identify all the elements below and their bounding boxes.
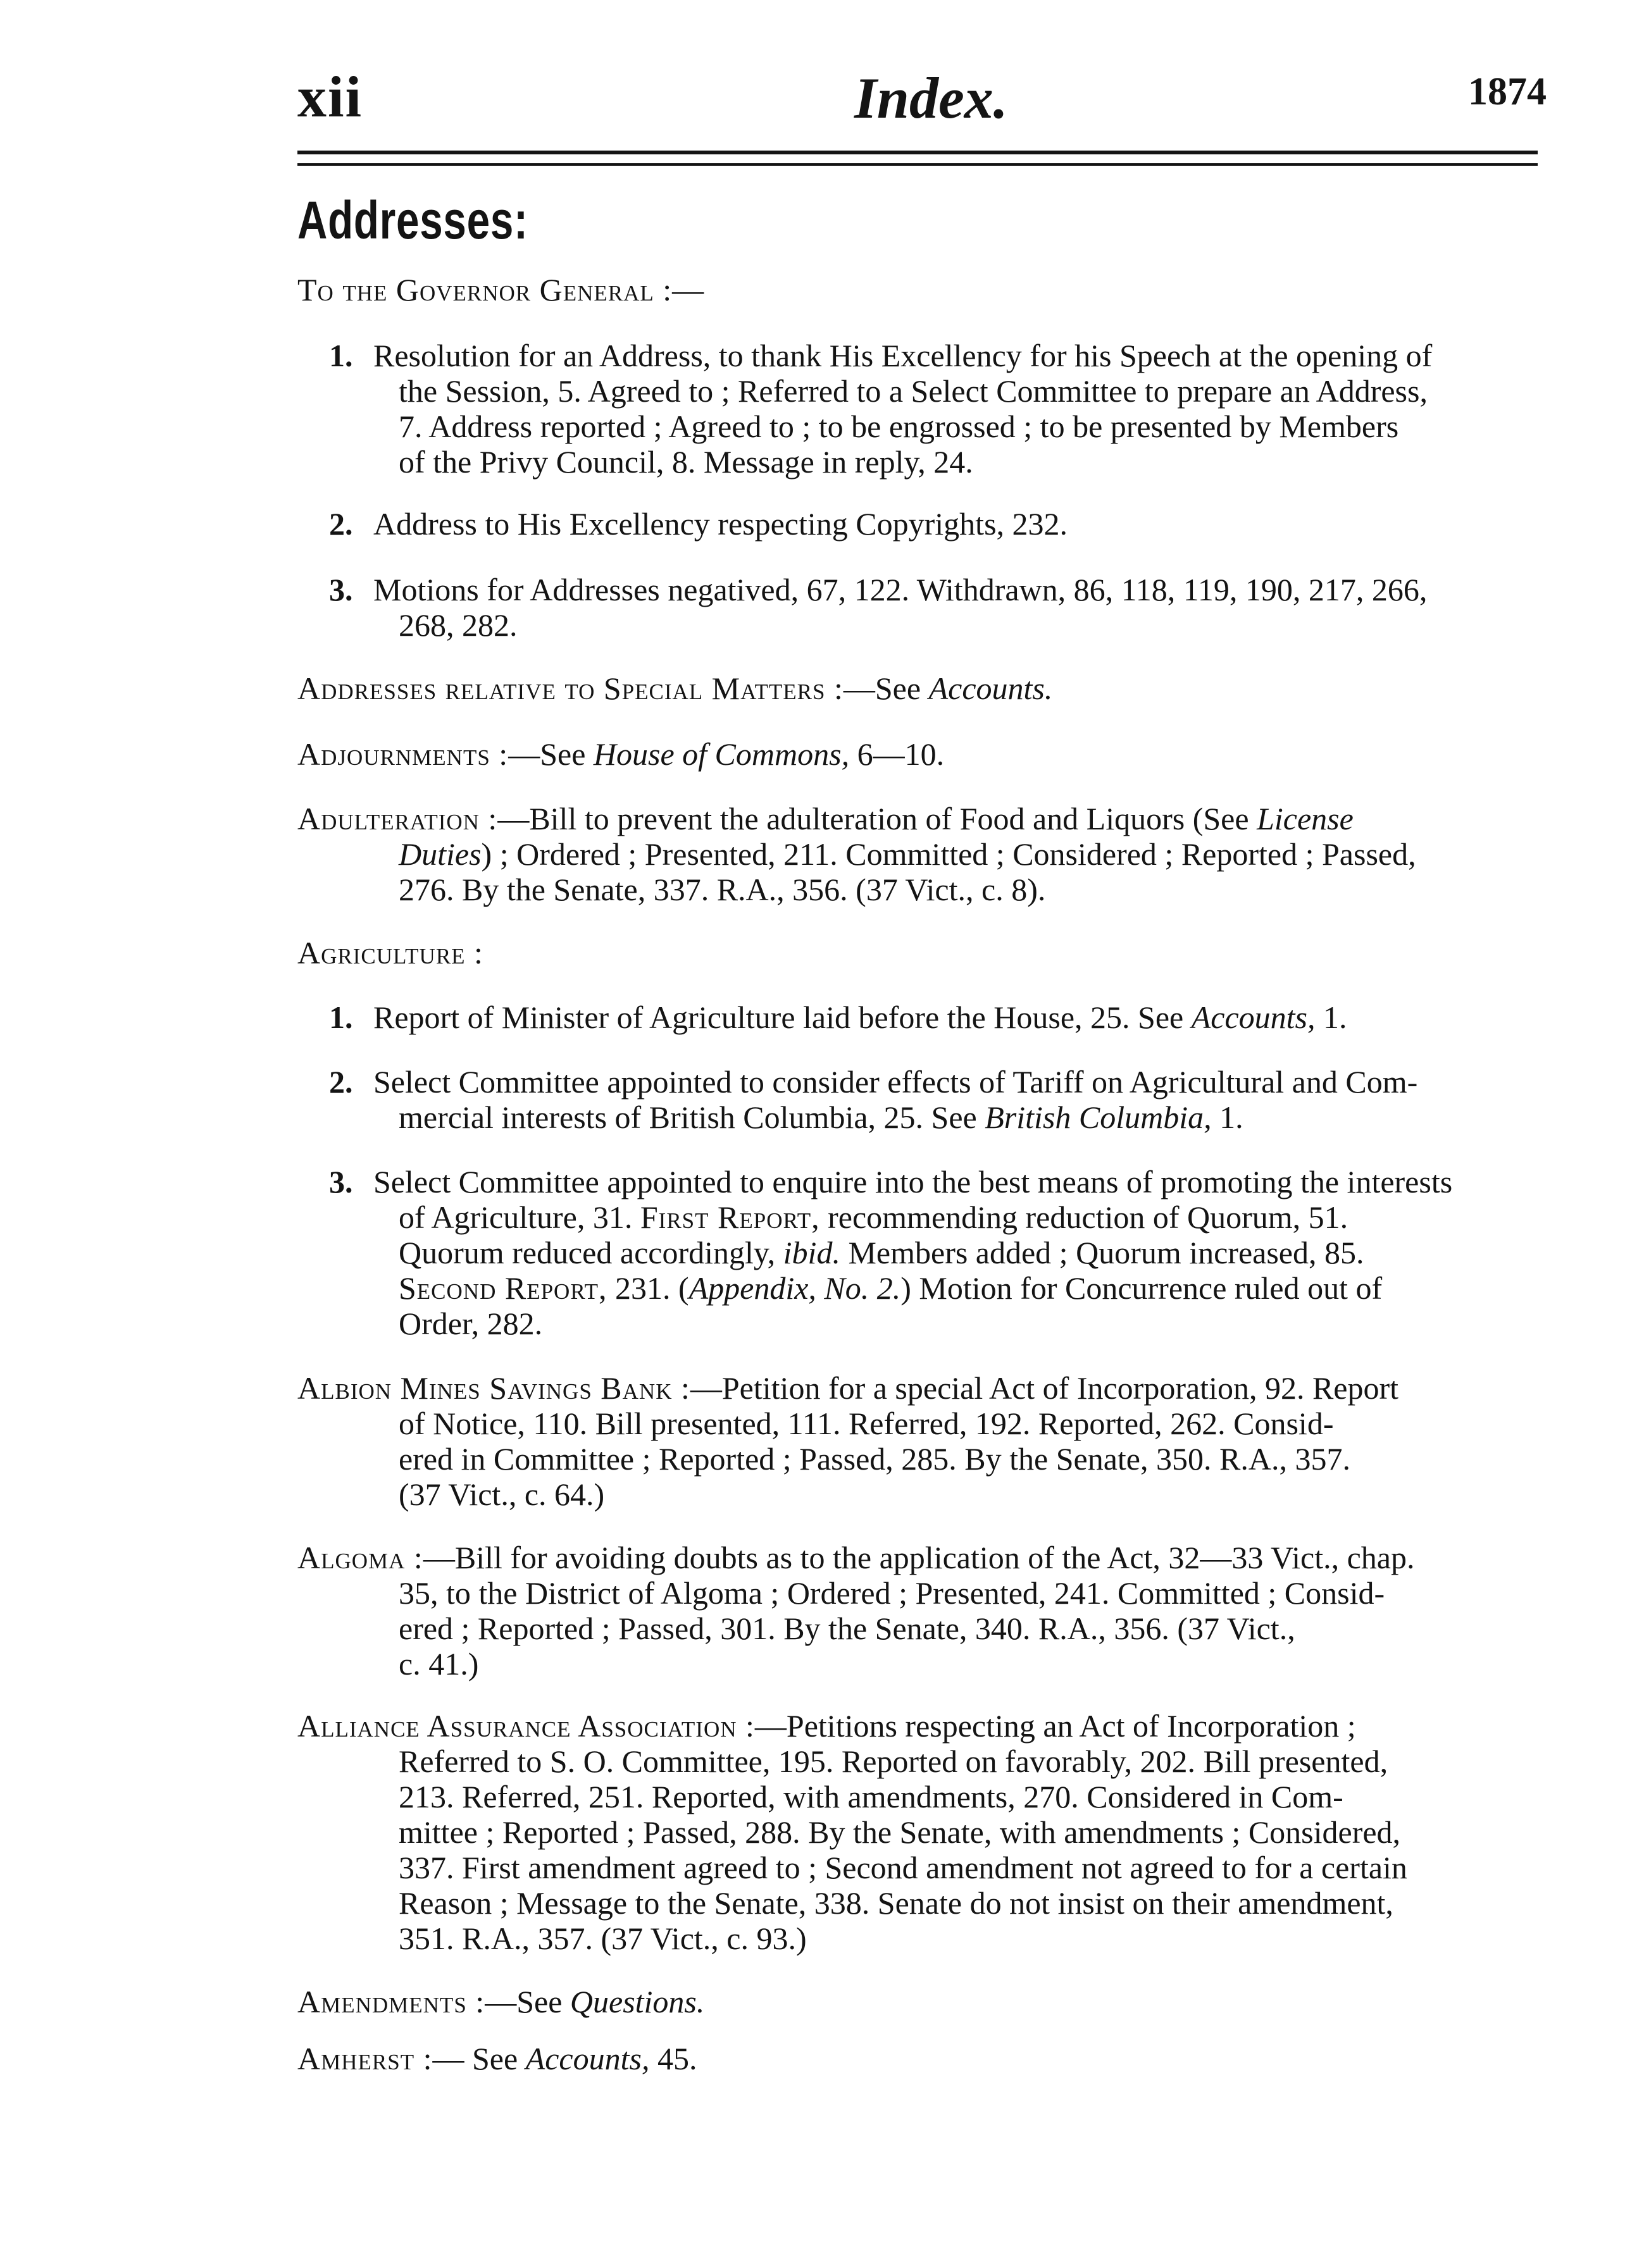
- entry-text: 1.: [1211, 1100, 1243, 1135]
- entry-line: Select Committee appointed to consider effects of Tariff on Agricultural and Com-: [373, 1064, 1418, 1100]
- running-title: Index.: [854, 66, 1008, 130]
- entry-text: ) ; Ordered ; Presented, 211. Committed ; Considered ; Reported ; Passed,: [481, 836, 1416, 872]
- entry-line: [399, 1235, 1364, 1270]
- entry-line: Select Committee appointed to enquire into the best means of promoting the interests: [373, 1164, 1453, 1199]
- entry-text: 231. (: [607, 1270, 689, 1306]
- cross-reference: Accounts,: [1191, 1000, 1316, 1035]
- cross-reference: British Columbia,: [985, 1100, 1212, 1135]
- entry-line: 213. Referred, 251. Reported, with amendments, 270. Considered in Com-: [399, 1779, 1343, 1814]
- entry-text: 1.: [1315, 1000, 1347, 1035]
- entry-line: [399, 1270, 1382, 1306]
- entry-line: ered ; Reported ; Passed, 301. By the Senate, 340. R.A., 356. (37 Vict.,: [399, 1611, 1295, 1646]
- index-entry-algoma: [297, 1540, 1414, 1575]
- entry-line: 7. Address reported ; Agreed to ; to be engrossed ; to be presented by Members: [399, 409, 1399, 444]
- entry-line: c. 41.): [399, 1646, 479, 1682]
- entry-text: ) Motion for Concurrence ruled out of: [900, 1270, 1383, 1306]
- cross-reference: House of Commons,: [593, 736, 850, 772]
- entry-line: Referred to S. O. Committee, 195. Reported on favorably, 202. Bill presented,: [399, 1744, 1388, 1779]
- entry-line: of Notice, 110. Bill presented, 111. Referred, 192. Reported, 262. Consid-: [399, 1406, 1334, 1441]
- index-entry-amherst: [297, 2041, 697, 2076]
- subheading-governor-general: To the Governor General :—: [297, 272, 705, 307]
- entry-line: Order, 282.: [399, 1306, 543, 1341]
- entry-line: 268, 282.: [399, 607, 518, 643]
- item-number: 1.: [329, 338, 353, 373]
- item-number: 1.: [329, 1000, 353, 1035]
- page-number: xii: [297, 65, 363, 129]
- report-label: Second Report,: [399, 1270, 607, 1306]
- index-entry-alliance: [297, 1708, 1356, 1744]
- entry-text: recommending reduction of Quorum, 51.: [819, 1199, 1348, 1235]
- index-entry-addresses-special: [297, 671, 1052, 706]
- entry-text: mercial interests of British Columbia, 25. See: [399, 1100, 985, 1135]
- report-label: First Report,: [640, 1199, 820, 1235]
- entry-text: 45.: [649, 2041, 697, 2076]
- index-entry-agriculture: Agriculture :: [297, 935, 483, 970]
- entry-line: [399, 836, 1416, 872]
- entry-line: Resolution for an Address, to thank His Excellency for his Speech at the opening of: [373, 338, 1433, 373]
- entry-line: 337. First amendment agreed to ; Second amendment not agreed to for a certain: [399, 1850, 1407, 1885]
- item-number: 2.: [329, 506, 353, 542]
- entry-line: (37 Vict., c. 64.): [399, 1477, 605, 1512]
- entry-text: Members added ; Quorum increased, 85.: [840, 1235, 1364, 1270]
- entry-term: Amherst :: [297, 2041, 433, 2076]
- entry-line: the Session, 5. Agreed to ; Referred to a Select Committee to prepare an Address,: [399, 373, 1428, 409]
- entry-line: 276. By the Senate, 337. R.A., 356. (37 Vict., c. 8).: [399, 872, 1046, 907]
- index-entry-albion: [297, 1370, 1398, 1406]
- entry-text: —Petitions respecting an Act of Incorporation ;: [754, 1708, 1356, 1744]
- cross-reference: Questions.: [570, 1984, 705, 2019]
- entry-text: —Petition for a special Act of Incorporation, 92. Report: [690, 1370, 1399, 1406]
- entry-line: ered in Committee ; Reported ; Passed, 285. By the Senate, 350. R.A., 357.: [399, 1441, 1350, 1477]
- page-year: 1874: [1468, 70, 1547, 113]
- index-entry-adulteration: [297, 801, 1354, 836]
- entry-term: Algoma :: [297, 1540, 423, 1575]
- entry-text: —See: [508, 736, 594, 772]
- entry-line: Address to His Excellency respecting Copyrights, 232.: [373, 506, 1068, 542]
- entry-text: 6—10.: [849, 736, 945, 772]
- entry-term: Addresses relative to Special Matters :: [297, 671, 844, 706]
- cross-reference: Appendix, No. 2.: [688, 1270, 901, 1306]
- entry-term: Amendments :: [297, 1984, 485, 2019]
- entry-text: Report of Minister of Agriculture laid before the House, 25. See: [373, 1000, 1192, 1035]
- entry-term: Albion Mines Savings Bank :: [297, 1370, 690, 1406]
- entry-line: [399, 1100, 1243, 1135]
- item-number: 2.: [329, 1064, 353, 1100]
- index-entry-adjournments: [297, 736, 944, 772]
- entry-text: —Bill to prevent the adulteration of Food and Liquors (See: [497, 801, 1257, 836]
- header-rule-thin: [297, 163, 1538, 166]
- entry-text: —See: [485, 1984, 570, 2019]
- index-entry-amendments: [297, 1984, 704, 2019]
- cross-reference: Duties: [399, 836, 482, 872]
- header-rule-thick: [297, 151, 1538, 154]
- entry-term: Alliance Assurance Association :: [297, 1708, 755, 1744]
- entry-text: — See: [432, 2041, 526, 2076]
- entry-term: Adulteration :: [297, 801, 498, 836]
- entry-line: Motions for Addresses negatived, 67, 122. Withdrawn, 86, 118, 119, 190, 217, 266,: [373, 572, 1428, 607]
- entry-line: Reason ; Message to the Senate, 338. Senate do not insist on their amendment,: [399, 1885, 1393, 1921]
- item-number: 3.: [329, 1164, 353, 1199]
- cross-reference: Accounts,: [525, 2041, 650, 2076]
- cross-reference: License: [1257, 801, 1354, 836]
- section-heading: Addresses:: [297, 190, 528, 250]
- entry-line: mittee ; Reported ; Passed, 288. By the Senate, with amendments ; Considered,: [399, 1814, 1401, 1850]
- entry-line: 351. R.A., 357. (37 Vict., c. 93.): [399, 1921, 807, 1956]
- entry-text: —Bill for avoiding doubts as to the application of the Act, 32—33 Vict., chap.: [423, 1540, 1415, 1575]
- cross-reference: ibid.: [783, 1235, 840, 1270]
- entry-text: Quorum reduced accordingly,: [399, 1235, 783, 1270]
- entry-line: of the Privy Council, 8. Message in reply, 24.: [399, 444, 973, 480]
- entry-term: Adjournments :: [297, 736, 509, 772]
- entry-text: —See: [843, 671, 929, 706]
- item-number: 3.: [329, 572, 353, 607]
- cross-reference: Accounts.: [928, 671, 1053, 706]
- entry-line: [373, 1000, 1347, 1035]
- entry-line: 35, to the District of Algoma ; Ordered ; Presented, 241. Committed ; Consid-: [399, 1575, 1385, 1611]
- entry-line: [399, 1199, 1348, 1235]
- entry-text: of Agriculture, 31.: [399, 1199, 640, 1235]
